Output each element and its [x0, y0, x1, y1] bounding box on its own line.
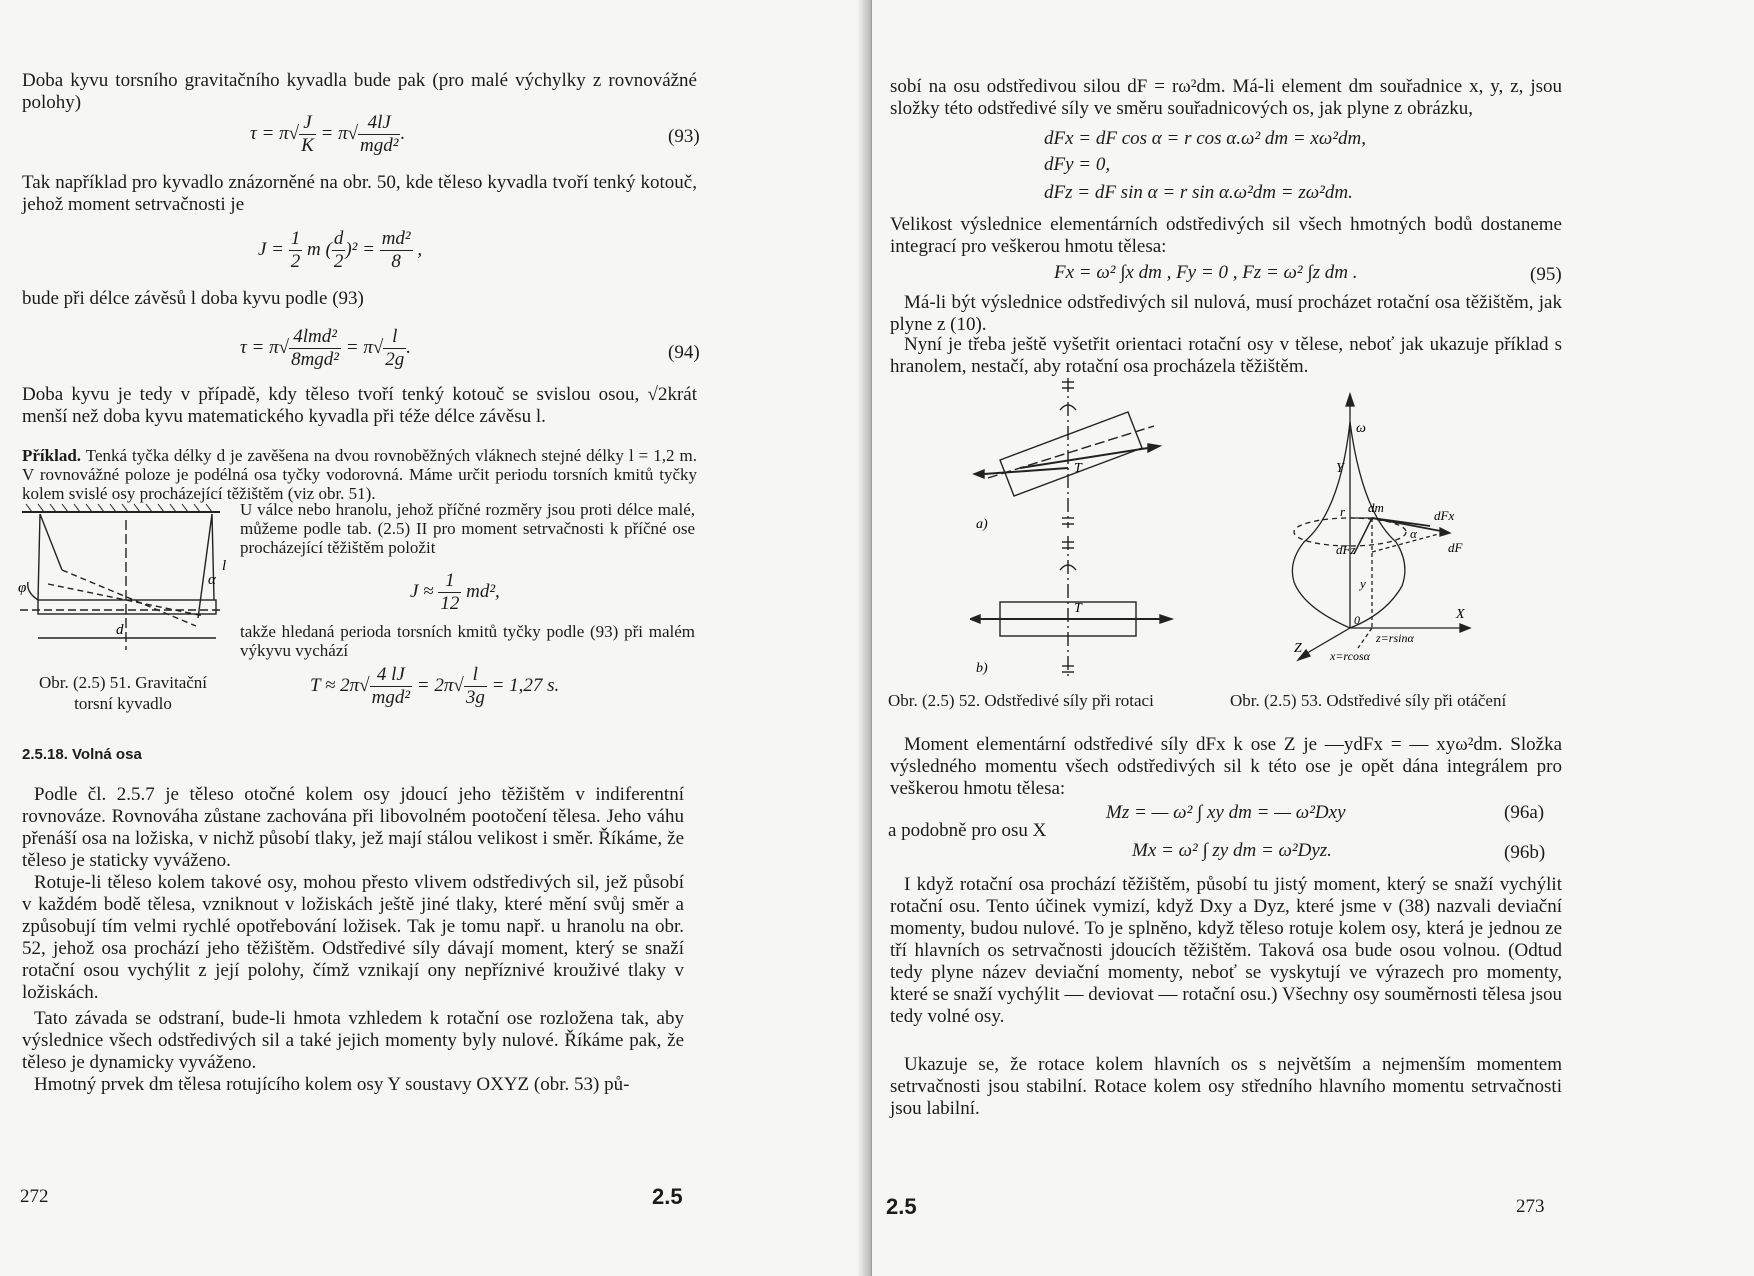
fig53-label-df: dF [1448, 540, 1463, 555]
fig53-label-z-axis: Z [1294, 641, 1302, 656]
fig52-label-t2: T [1074, 601, 1082, 616]
equation-dfx: dFx = dF cos α = r cos α.ω² dm = xω²dm, [1044, 128, 1366, 149]
fig53-label-y-axis: Y [1336, 461, 1344, 476]
example-label: Příklad. [22, 446, 82, 465]
equation-96a: Mz = — ω² ∫ xy dm = — ω²Dxy [1106, 802, 1346, 823]
paragraph-podobne: a podobně pro osu X [888, 820, 1047, 841]
right-page [872, 0, 1754, 1276]
fig53-label-x-axis: X [1456, 607, 1465, 622]
paragraph-intro: Doba kyvu torsního gravitačního kyvadla bude pak (pro malé výchylky z rovnovážné polohy) [22, 70, 697, 113]
figure-51-caption: Obr. (2.5) 51. Gravitační torsní kyvadlo [38, 673, 208, 713]
equation-96b-number: (96b) [1504, 842, 1546, 863]
equation-moment-disc: J = $\frac{1}{2}$ m ( $\frac{d}{2}$ )² = $\frac{\text{md²}}{8}$ , [258, 228, 423, 272]
equation-96a-number: (96a) [1504, 802, 1545, 823]
fig53-label-dfx: dFx [1434, 508, 1455, 523]
svg-text:φ: φ [18, 580, 27, 596]
equation-dfy: dFy = 0, [1044, 154, 1111, 175]
fig53-label-z-rsin: z=rsinα [1376, 631, 1414, 645]
svg-text:d: d [116, 622, 124, 638]
figure-53-caption: Obr. (2.5) 53. Odstředivé síly při otáčení [1230, 691, 1507, 710]
paragraph-doba: Doba kyvu je tedy v případě, kdy těleso tvoří tenký kotouč se svislou osou, √2krát menší než doba kyvu matematického kyvadla při téže délce závěsu l. [22, 384, 697, 427]
fig52-label-t1: T [1074, 461, 1082, 476]
paragraph-delka: bude při délce závěsů l doba kyvu podle (93) [22, 288, 364, 309]
paragraph-s4: Hmotný prvek dm tělesa rotujícího kolem osy Y soustavy OXYZ (obr. 53) pů- [34, 1074, 630, 1095]
paragraph-s1: Podle čl. 2.5.7 je těleso otočné kolem osy jdoucí jeho těžištěm v indiferentní rovnováze. Rovnováha zůstane zachována při libovolném pootočení tělesa. Jeho váhu přenáší osa na ložiska, v nichž působí tlaky, jež mají stálou velikost i směr. Říkáme, že těleso je staticky vyváženo. [22, 784, 684, 871]
page-number-right: 273 [1516, 1196, 1545, 1217]
section-heading: 2.5.18. Volná osa [22, 746, 142, 763]
paragraph-r3: Má-li být výslednice odstředivých sil nulová, musí procházet rotační osa těžištěm, jak plyne z (10). [890, 292, 1562, 335]
fig53-label-dfz: dFz [1336, 542, 1356, 557]
fig52-label-b: b) [976, 661, 988, 676]
paragraph-r1: sobí na osu odstředivou silou dF = rω²dm. Má-li element dm souřadnice x, y, z, jsou složky této odstředivé síly ve směru souřadnicových os, jak plyne z obrázku, [890, 76, 1562, 119]
svg-text:α: α [208, 572, 216, 588]
fig52-label-a: a) [976, 517, 988, 532]
svg-text:l: l [222, 558, 227, 574]
paragraph-r6: I když rotační osa prochází těžištěm, působí tu jistý moment, který se snaží vychýlit rotační osu. Tento účinek vymizí, když Dxy a Dyz, které jsme v (38) nazvali deviační momenty, budou nulové. To je splněno, když těleso rotuje kolem osy, která je jednou ze tří hlavních os setrvačnosti jdoucích těžištěm. Taková osa bude osou volnou. (Odtud tedy plyne název deviační momenty, neboť se vyskytují ve výrazech pro momenty, které se snaží vychýlit — deviovat — rotační osu.) Všechny osy souměrnosti tělesa jsou tedy volné osy. [890, 874, 1562, 1027]
paragraph-s2: Rotuje-li těleso kolem takové osy, mohou přesto vlivem odstředivých sil, jež působí v každém bodě tělesa, vzniknout v ložiskách ještě jiné tlaky, které mění svůj směr a způsobují tím velmi rychlé opotřebování ložisek. Tak je tomu např. u hranolu na obr. 52, jehož osa prochází jeho těžištěm. Odstředivé síly dávají moment, který se snaží rotační osou vychýlit z její polohy, čímž vznikají ony nepříznivé krouživé tlaky v ložiskách. [22, 872, 684, 1003]
left-page [0, 0, 872, 1276]
fig53-label-origin: 0 [1354, 613, 1360, 627]
example-text: Tenká tyčka délky d je zavěšena na dvou rovnoběžných vláknech stejné délky l = 1,2 m. V rovnovážné poloze je podélná osa tyčky vodorovná. Máme určit periodu torsních kmitů tyčky kolem svislé osy procházející těžištěm (viz obr. 51). [22, 446, 697, 503]
folio-right: 2.5 [886, 1194, 917, 1219]
fig53-label-dm: dm [1368, 500, 1384, 515]
equation-95: Fx = ω² ∫x dm , Fy = 0 , Fz = ω² ∫z dm . [1054, 262, 1358, 283]
figure-51-torsion-pendulum [8, 500, 230, 660]
equation-j-approx: J ≈ $\frac{1}{12}$ md², [410, 570, 500, 614]
equation-96b: Mx = ω² ∫ zy dm = ω²Dyz. [1132, 840, 1332, 861]
paragraph-s3: Tato závada se odstraní, bude-li hmota vzhledem k rotační ose rozložena tak, aby výslednice všech odstředivých sil a také jejich momenty byly nulové. Říkáme pak, že těleso je dynamicky vyváženo. [22, 1008, 684, 1073]
paragraph-r2: Velikost výslednice elementárních odstředivých sil všech hmotných bodů dostaneme integrací pro veškerou hmotu tělesa: [890, 214, 1562, 257]
folio-left: 2.5 [652, 1184, 683, 1209]
figure-52-rotating-prism [970, 378, 1200, 678]
example-text-2: U válce nebo hranolu, jehož příčné rozměry jsou proti délce malé, můžeme podle tab. (2.5) II pro moment setrvačnosti k příčné ose procházející těžištěm položit [240, 500, 695, 557]
page-number-left: 272 [20, 1186, 49, 1207]
figure-53-centrifugal-forces [1270, 392, 1570, 692]
paragraph-r7: Ukazuje se, že rotace kolem hlavních os s největším a nejmenším momentem setrvačnosti jsou stabilní. Rotace kolem osy středního hlavního momentu setrvačnosti jsou labilní. [890, 1054, 1562, 1119]
fig53-label-omega: ω [1356, 421, 1366, 436]
equation-95-number: (95) [1530, 264, 1562, 285]
equation-94-number: (94) [668, 342, 700, 363]
equation-dfz: dFz = dF sin α = r sin α.ω²dm = zω²dm. [1044, 182, 1353, 203]
example-block [22, 446, 697, 503]
equation-period: T ≈ 2π√ $\frac{4 lJ}{\text{mgd²}}$ = 2π√ $\frac{l}{3g}$ = 1,27 s. [310, 664, 560, 708]
figure-52-caption: Obr. (2.5) 52. Odstředivé síly při rotaci [888, 691, 1154, 710]
fig53-label-r: r [1340, 504, 1346, 519]
equation-93: τ = π√ $\frac{J}{K}$ = π√ $\frac{4lJ}{\text{mgd²}}$ . [250, 112, 406, 156]
equation-94: τ = π√ $\frac{\text{4lmd²}}{\text{8mgd²}}$ = π√ $\frac{l}{2g}$ . [240, 326, 412, 370]
fig53-label-y: y [1360, 576, 1366, 591]
fig53-label-x-rcos: x=rcosα [1330, 649, 1370, 663]
fig53-label-alpha: α [1410, 526, 1417, 541]
paragraph-example: Tak například pro kyvadlo znázorněné na obr. 50, kde těleso kyvadla tvoří tenký kotouč, jehož moment setrvačnosti je [22, 172, 697, 215]
paragraph-r4: Nyní je třeba ještě vyšetřit orientaci rotační osy v tělese, neboť jak ukazuje příklad s hranolem, nestačí, aby rotační osa procházela těžištěm. [890, 334, 1562, 377]
example-text-3: takže hledaná perioda torsních kmitů tyčky podle (93) při malém výkyvu vychází [240, 622, 695, 660]
paragraph-r5: Moment elementární odstředivé síly dFx k ose Z je —ydFx = — xyω²dm. Složka výsledného momentu všech odstředivých sil k této ose je opět dána integrálem pro veškerou hmotu tělesa: [890, 734, 1562, 799]
equation-93-number: (93) [668, 126, 700, 147]
